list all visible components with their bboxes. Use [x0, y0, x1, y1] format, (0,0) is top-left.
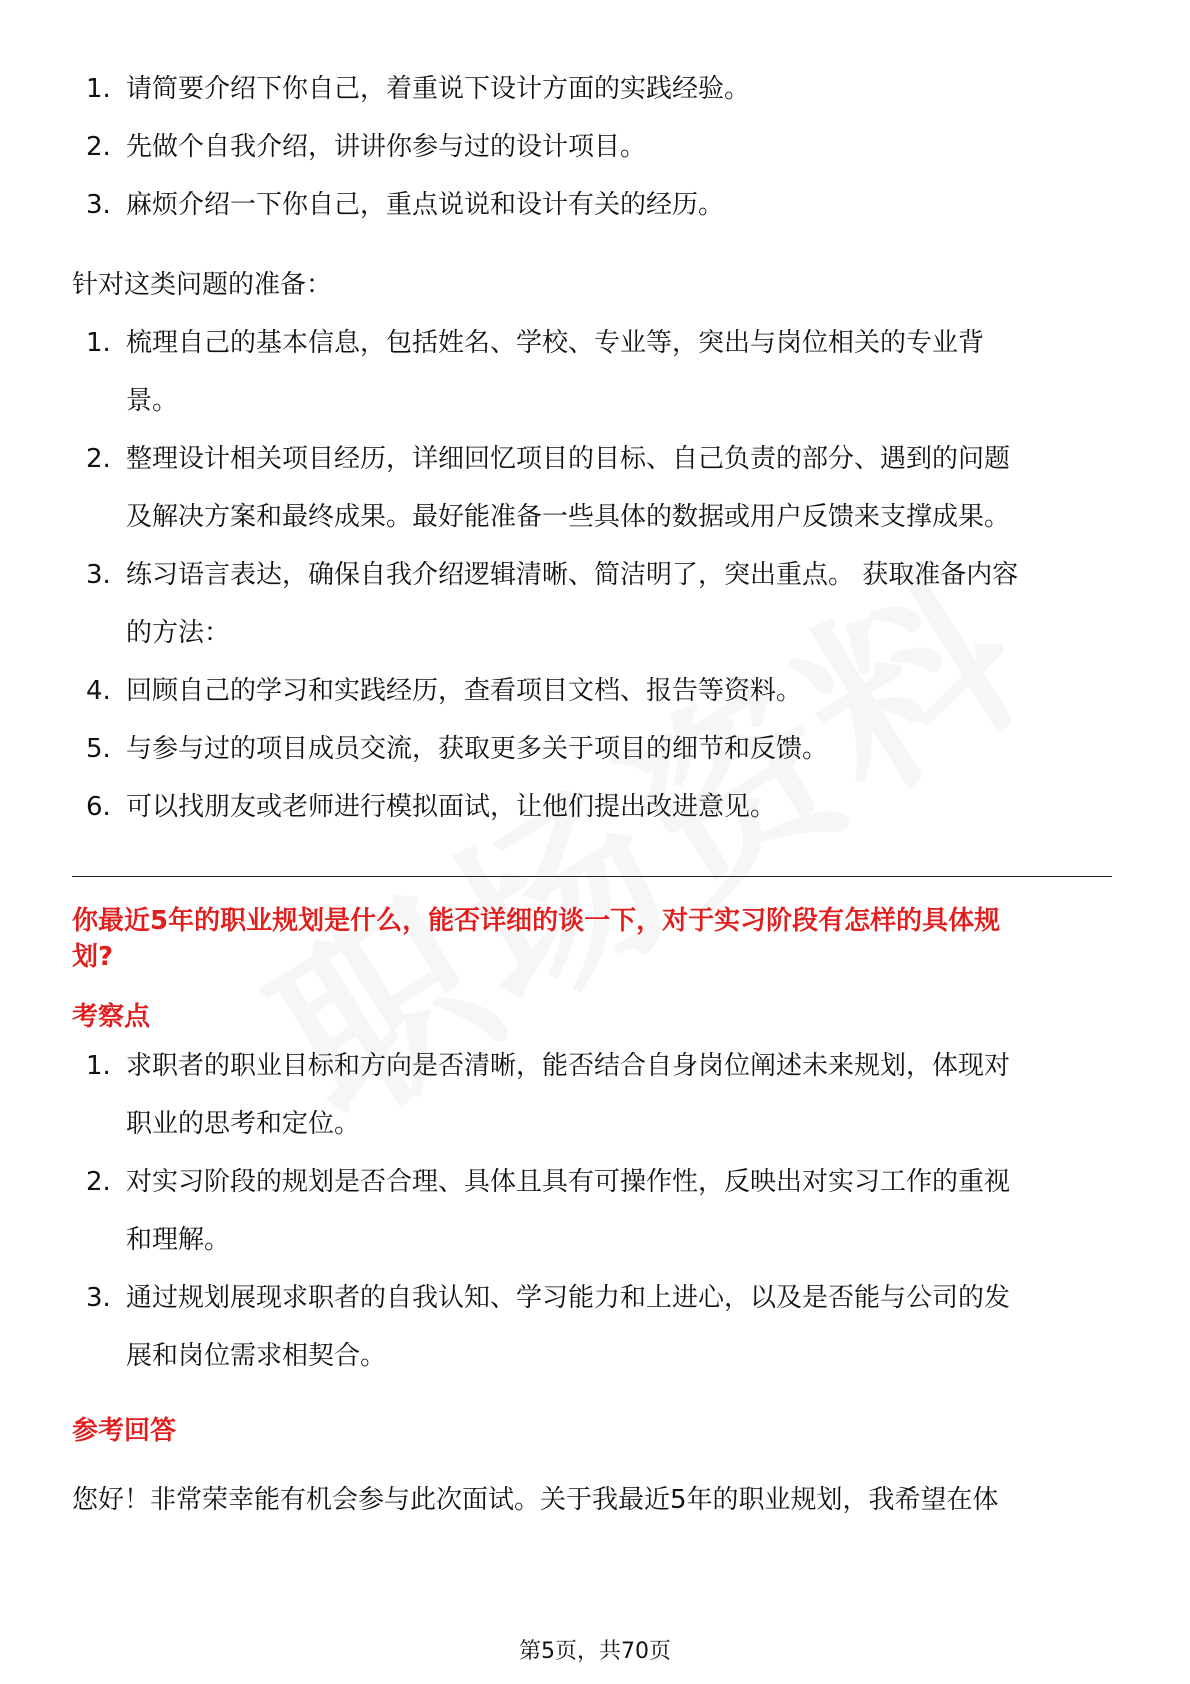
prep-list	[72, 314, 1112, 836]
list-item: 4. 回顾自己的学习和实践经历，查看项目文档、报告等资料。	[86, 676, 803, 706]
interview-question: 你最近5年的职业规划是什么，能否详细的谈一下，对于实习阶段有怎样的具体规 划?	[72, 906, 1001, 972]
exam-points-list	[72, 1037, 1112, 1385]
section-divider	[72, 876, 1112, 877]
list-item: 2. 整理设计相关项目经历，详细回忆项目的目标、自己负责的部分、遇到的问题 及解决方案和最终成果。最好能准备一些具体的数据或用户反馈来支撑成果。	[86, 444, 1011, 532]
prep-heading: 针对这类问题的准备：	[72, 270, 333, 300]
question-variants-list	[72, 60, 1112, 234]
list-item: 2. 先做个自我介绍，讲讲你参与过的设计项目。	[86, 132, 647, 162]
page-footer: 第5页，共70页	[519, 1639, 671, 1664]
list-item: 1. 求职者的职业目标和方向是否清晰，能否结合自身岗位阐述未来规划，体现对 职业的思考和定位。	[86, 1051, 1011, 1139]
list-item: 3. 练习语言表达，确保自我介绍逻辑清晰、简洁明了，突出重点。 获取准备内容 的方法：	[86, 560, 1019, 648]
reference-answer-text: 您好！非常荣幸能有机会参与此次面试。关于我最近5年的职业规划，我希望在体	[72, 1485, 999, 1515]
list-item: 5. 与参与过的项目成员交流，获取更多关于项目的细节和反馈。	[86, 734, 829, 764]
list-item: 1. 梳理自己的基本信息，包括姓名、学校、专业等，突出与岗位相关的专业背 景。	[86, 328, 985, 416]
list-item: 6. 可以找朋友或老师进行模拟面试，让他们提出改进意见。	[86, 792, 777, 822]
list-item: 1. 请简要介绍下你自己，着重说下设计方面的实践经验。	[86, 74, 751, 104]
list-item: 2. 对实习阶段的规划是否合理、具体且具有可操作性，反映出对实习工作的重视 和理解。	[86, 1167, 1011, 1255]
reference-answer-title: 参考回答	[72, 1416, 177, 1446]
exam-points-title: 考察点	[72, 1002, 151, 1032]
document-page	[72, 60, 1112, 1529]
list-item: 3. 通过规划展现求职者的自我认知、学习能力和上进心，以及是否能与公司的发 展和岗位需求相契合。	[86, 1283, 1011, 1371]
list-item: 3. 麻烦介绍一下你自己，重点说说和设计有关的经历。	[86, 190, 725, 220]
